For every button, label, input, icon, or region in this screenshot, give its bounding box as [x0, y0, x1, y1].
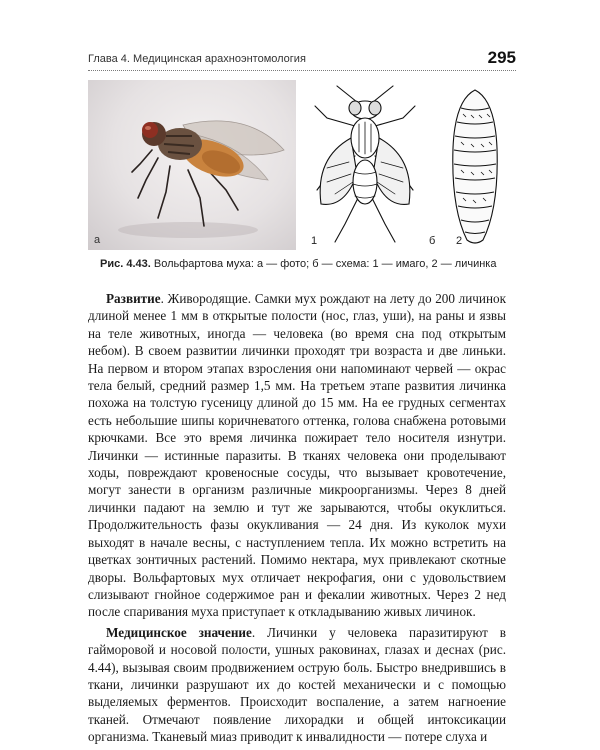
fly-diagram-illustration	[305, 78, 517, 253]
larva-drawing	[453, 90, 497, 243]
paragraph-medical-significance	[88, 624, 506, 746]
chapter-title: Глава 4. Медицинская арахноэнтомология	[88, 53, 306, 65]
running-header	[88, 48, 516, 71]
paragraph-development	[88, 290, 506, 621]
paragraph-lead: Медицинское значение	[106, 624, 252, 640]
body-text	[88, 290, 506, 746]
adult-fly-drawing	[315, 86, 415, 242]
caption-text: Вольфартова муха: а — фото; б — схема: 1 — имаго, 2 — личинка	[153, 258, 497, 270]
caption-label: Рис. 4.43.	[100, 258, 151, 270]
diagram-label-b: б	[429, 235, 436, 247]
fly-diagram	[305, 78, 517, 258]
fly-photo-illustration	[88, 80, 296, 250]
photo-panel-label: а	[94, 234, 101, 246]
paragraph-text: . Живородящие. Самки мух рождают на лету до 200 личинок длиной менее 1 мм в открытые полости (нос, глаз, уши), на раны и язвы на теле животных, иногда — человека (во время сна под открытым небом). В своем развитии личинки проходят три возраста и две линьки. На первом и втором этапах взросления они напоминают червей — окрас тела белый, средний размер 1,5 мм. На третьем этапе развития личинка похожа на толстую гусеницу длиной до 15 мм. На ее грудных сегментах есть небольшие шипы коричневатого оттенка, голова снабжена ротовыми крючками. Все это время личинка пожирает тело носителя изнутри. Личинки — истинные паразиты. В тканях человека они проделывают ходы, повреждают кровеносные сосуды, что вызывает кровотечение, могут занести в организм различные микроорганизмы. Через 8 дней личинки падают на землю и тут же зарываются, чтобы окуклиться. Продолжительность фазы окукливания — 24 дня. Из куколок мухи выходят в начале весны, с наступлением тепла. Их можно встретить на цветках зонтичных растений. Помимо нектара, мух привлекают скотные дворы. Вольфартовых мух отличает некрофагия, они с удовольствием слизывают гнойное содержимое ран и фекалии животных. Через 2 нед после спаривания муха приступает к откладыванию живых личинок.	[88, 291, 506, 620]
paragraph-text: . Личинки у человека паразитируют в гайморовой и носовой полости, ушных раковинах, глазах и деснах (рис. 4.44), вызывая своим продвижением острую боль. Быстро внедрившись в ткани, личинки разрушают их до костей механически и с помощью выделяемых ферментов. Происходит воспаление, а затем нагноение тканей. Отмечают появление лихорадки и общей интоксикации организма. Тканевый миаз приводит к инвалидности — потере слуха и	[88, 624, 507, 745]
paragraph-lead: Развитие	[106, 291, 161, 306]
page-number: 295	[487, 48, 516, 67]
diagram-label-1: 1	[311, 235, 318, 247]
fly-photo	[88, 80, 296, 250]
diagram-label-2: 2	[456, 235, 463, 247]
figure-caption	[100, 258, 520, 270]
